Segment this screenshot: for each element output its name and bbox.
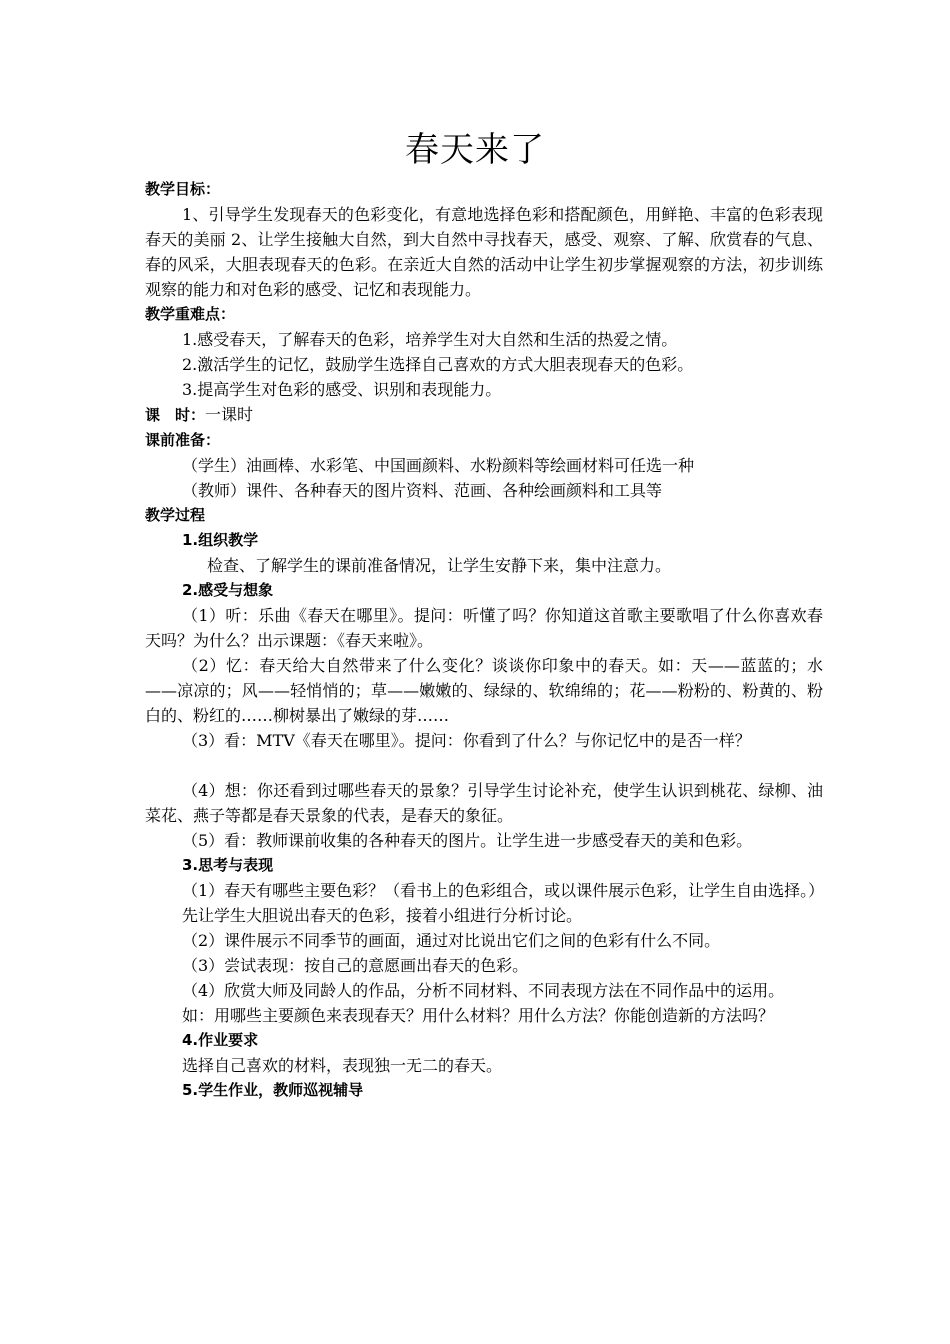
document-title: 春天来了 [405,130,545,170]
step-4-title: 4.作业要求 [182,1031,259,1049]
step-1-title: 1.组织教学 [182,531,259,549]
section-heading-goals: 教学目标： [145,180,221,198]
step-1-text: 检查、了解学生的课前准备情况，让学生安静下来，集中注意力。 [207,556,672,575]
section-heading-preparation: 课前准备： [145,431,221,449]
hours-value: 一课时 [205,405,254,424]
blank-line [145,753,823,778]
step-2-title: 2.感受与想象 [182,581,274,599]
preparation-students: （学生）油画棒、水彩笔、中国画颜料、水粉颜料等绘画材料可任选一种 [182,456,695,475]
step-2-view: （5）看：教师课前收集的各种春天的图片。让学生进一步感受春天的美和色彩。 [182,831,753,850]
step-3-title: 3.思考与表现 [182,856,274,874]
step-5-title: 5.学生作业，教师巡视辅导 [182,1081,364,1099]
step-3-colors: （1）春天有哪些主要色彩？（看书上的色彩组合，或以课件展示色彩，让学生自由选择。） [182,881,825,900]
section-heading-process: 教学过程 [145,506,206,524]
hours-label: 课 时： [145,406,206,424]
step-2-listen: （1）听：乐曲《春天在哪里》。提问：听懂了吗？你知道这首歌主要歌唱了什么你喜欢春天吗？为什么？出示课题：《春天来啦》。 [145,606,823,650]
key-point-3: 3.提高学生对色彩的感受、识别和表现能力。 [182,380,502,399]
step-2-think: （4）想：你还看到过哪些春天的景象？引导学生讨论补充，使学生认识到桃花、绿柳、油菜花、燕子等都是春天景象的代表，是春天的象征。 [145,781,823,825]
preparation-teacher: （教师）课件、各种春天的图片资料、范画、各种绘画颜料和工具等 [182,481,663,500]
step-3-compare: （2）课件展示不同季节的画面，通过对比说出它们之间的色彩有什么不同。 [182,931,721,950]
step-3-try: （3）尝试表现：按自己的意愿画出春天的色彩。 [182,956,529,975]
section-heading-key-points: 教学重难点： [145,305,236,323]
hours-line [145,402,823,428]
step-3-questions: 如：用哪些主要颜色来表现春天？用什么材料？用什么方法？你能创造新的方法吗？ [182,1006,775,1025]
document-body [145,177,823,1103]
step-4-text: 选择自己喜欢的材料，表现独一无二的春天。 [182,1056,503,1075]
key-point-2: 2.激活学生的记忆，鼓励学生选择自己喜欢的方式大胆表现春天的色彩。 [182,355,694,374]
goals-text: 1、引导学生发现春天的色彩变化，有意地选择色彩和搭配颜色，用鲜艳、丰富的色彩表现春天的美丽 2、让学生接触大自然，到大自然中寻找春天，感受、观察、了解、欣赏春的气息、春的风采，大胆表现春天的色彩。在亲近大自然的活动中让学生初步掌握观察的方法，初步训练观察的能力和对色彩的感受、记忆和表现能力。 [145,205,823,299]
step-3-appreciate: （4）欣赏大师及同龄人的作品，分析不同材料、不同表现方法在不同作品中的运用。 [182,981,785,1000]
step-2-watch: （3）看：MTV《春天在哪里》。提问：你看到了什么？与你记忆中的是否一样？ [182,731,751,750]
step-3-discuss: 先让学生大胆说出春天的色彩，接着小组进行分析讨论。 [182,906,583,925]
key-point-1: 1.感受春天，了解春天的色彩，培养学生对大自然和生活的热爱之情。 [182,330,678,349]
step-2-recall: （2）忆：春天给大自然带来了什么变化？谈谈你印象中的春天。如：天——蓝蓝的；水——凉凉的；风——轻悄悄的；草——嫩嫩的、绿绿的、软绵绵的；花——粉粉的、粉黄的、粉白的、粉红的……柳树暴出了嫩绿的芽…… [145,656,823,725]
